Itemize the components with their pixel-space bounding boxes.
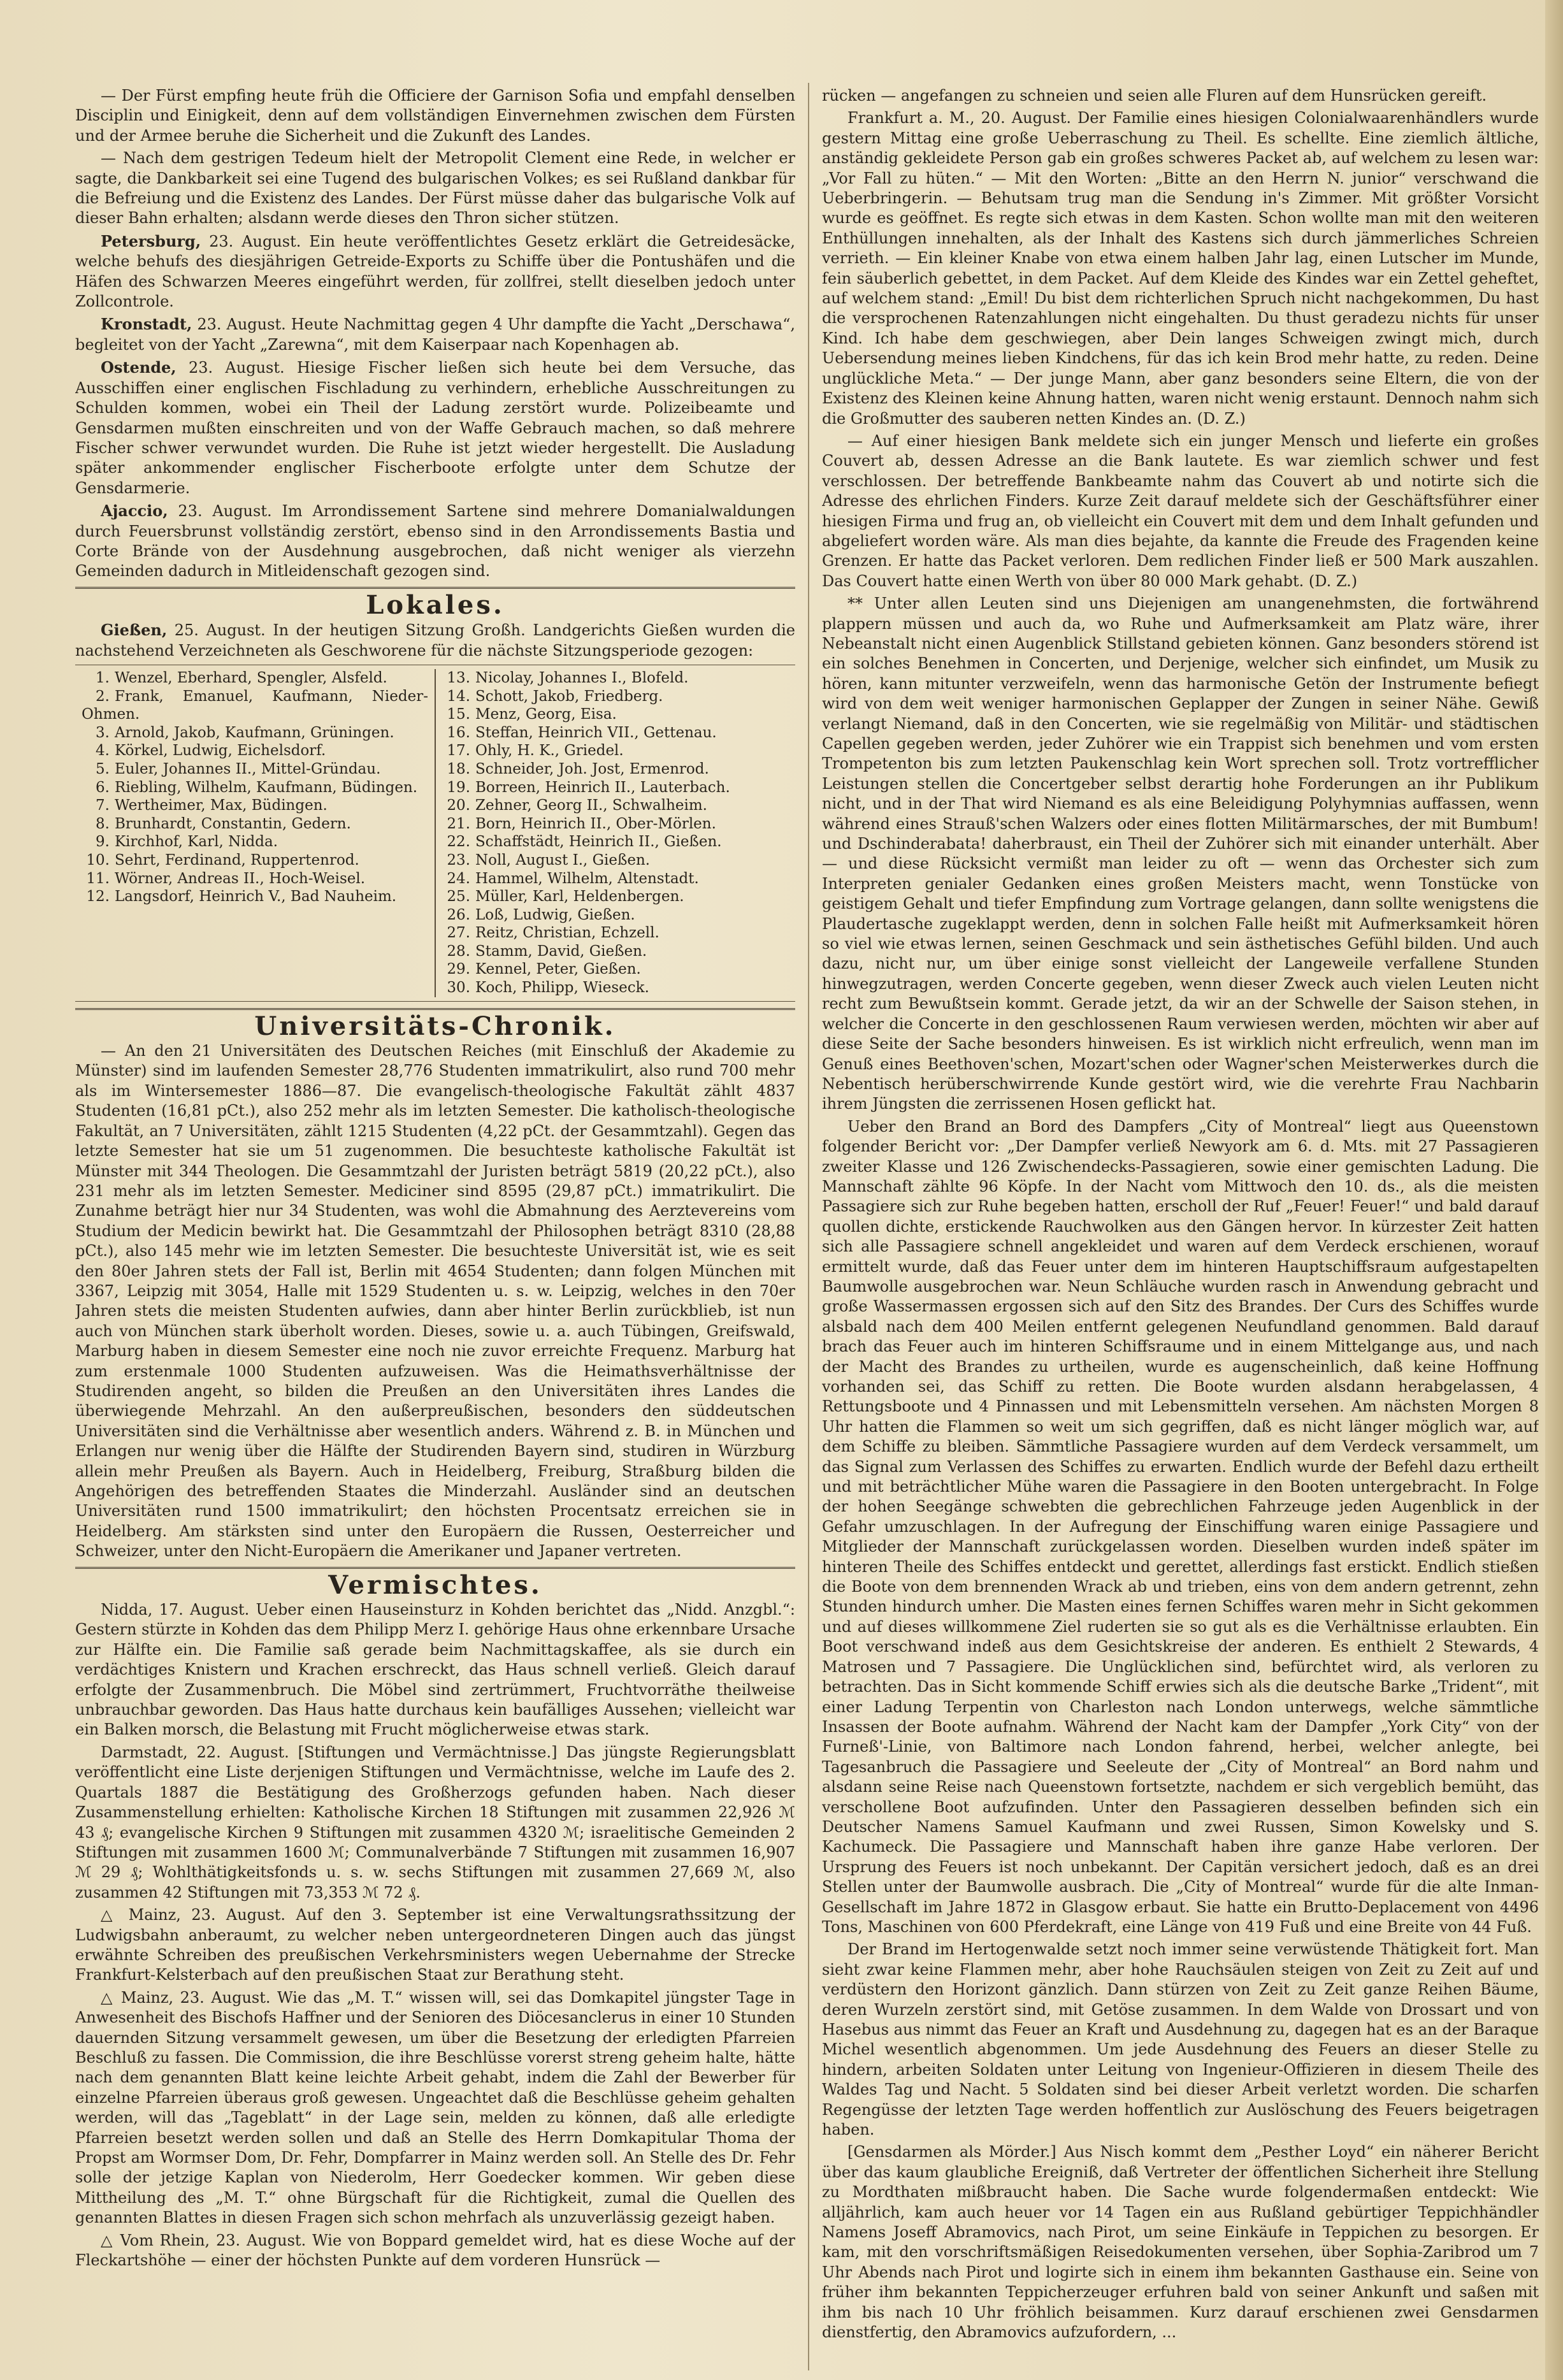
juror-number: 21. <box>447 815 470 832</box>
article-metropolit: — Nach dem gestrigen Tedeum hielt der Metropolit Clement eine Rede, in welcher er sagte, die Dankbarkeit sei eine Tugend des bulgarischen Volkes; es sei Rußland dankbar für die Befreiung und die Existenz des Landes. Der Fürst müsse daher das bulgarische Volk auf dieser Bahn erhalten; alsdann werde dieses den Thron sicher stützen. <box>75 149 795 227</box>
article-darmstadt: Darmstadt, 22. August. [Stiftungen und Vermächtnisse.] Das jüngste Regierungsblatt veröffentlicht eine Liste derjenigen Stiftungen und Vermächtnisse, welche im Laufe des 2. Quartals 1887 die Bestätigung des Großherzogs gefunden haben. Nach dieser Zusammenstellung erhielten: Katholische Kirchen 18 Stiftungen mit zusammen 22,926 ℳ 43 ₰; evangelische Kirchen 9 Stiftungen mit zusammen 4320 ℳ; israelitische Gemeinden 2 Stiftungen mit zusammen 1600 ℳ; Communalverbände 7 Stiftungen mit zusammen 16,907 ℳ 29 ₰; Wohlthätigkeitsfonds u. s. w. sechs Stiftungen mit zusammen 27,669 ℳ, also zusammen 42 Stiftungen mit 73,353 ℳ 72 ₰. <box>75 1743 795 1901</box>
juror-name: Kennel, Peter, Gießen. <box>475 961 641 978</box>
juror-number: 12. <box>86 888 110 905</box>
page-edge <box>1545 0 1563 2380</box>
juror-name: Zehner, Georg II., Schwalheim. <box>475 797 707 814</box>
juror-number: 8. <box>96 815 110 832</box>
article-text: 23. August. Hiesige Fischer ließen sich heute bei dem Versuche, das Ausschiffen einer englischen Fischladung zu verhindern, erhebliche Ausschreitungen zu Schulden kommen, wobei ein Theil der Ladung zerstört wurde. Polizeibeamte und Gensdarmen mußten einschreiten und von der Waffe Gebrauch machen, so daß mehrere Fischer schwer verwundet wurden. Die Ruhe ist jetzt wieder hergestellt. Die Ausladung später ankommender englischer Fischerboote erfolgte unter dem Schutze der Gensdarmerie. <box>75 359 795 497</box>
article-hertogenwald: Der Brand im Hertogenwalde setzt noch immer seine verwüstende Thätigkeit fort. Man sieht zwar keine Flammen mehr, aber hohe Rauchsäulen steigen von Zeit zu Zeit auf und verdüstern den Horizont gänzlich. Dann stürzen von Zeit zu Zeit ganze Reihen Bäume, deren Wurzeln zerstört sind, mit Getöse zusammen. In dem Walde von Drossart und von Hasebus aus nimmt das Feuer an Kraft und Ausdehnung zu, dagegen hat es an der Baraque Michel wesentlich abgenommen. Um jede Ausdehnung des Feuers an dieser Stelle zu hindern, arbeiten Soldaten unter Leitung von Ingenieur-Offizieren in diesem Theile des Waldes Tag und Nacht. 5 Soldaten sind bei dieser Arbeit verletzt worden. Die scharfen Regengüsse der letzten Tage werden hoffentlich zur Auslöschung des Feuers beigetragen haben. <box>822 1940 1539 2139</box>
juror-entry <box>442 705 789 724</box>
juror-name: Stamm, David, Gießen. <box>475 942 647 960</box>
juror-entry <box>82 833 428 851</box>
article-text: 23. August. Ein heute veröffentlichtes Gesetz erklärt die Getreidesäcke, welche behufs des diesjährigen Getreide-Exports zu Schiffe über die Pontushäfen und die Häfen des Schwarzen Meeres eingeführt werden, für zollfrei, stellt dieselben jedoch unter Zollcontrole. <box>75 232 795 311</box>
article-city-of-montreal: Ueber den Brand an Bord des Dampfers „City of Montreal“ liegt aus Queenstown folgender Bericht vor: „Der Dampfer verließ Newyork am 6. d. Mts. mit 27 Passagieren zweiter Klasse und 126 Zwischendecks-Passagieren, sowie einer gemischten Ladung. Die Mannschaft zählte 96 Köpfe. In der Nacht vom Mittwoch den 10. ds., als die meisten Passagiere sich zur Ruhe begeben hatten, erscholl der Ruf „Feuer! Feuer!“ und bald darauf quollen dichte, erstickende Rauchwolken aus den Gängen hervor. In kürzester Zeit hatten sich alle Passagiere schnell angekleidet und waren auf dem Verdeck erschienen, worauf ermittelt wurde, daß das Feuer unter dem im hinteren Hauptschiffsraum aufgestapelten Baumwolle ausgebrochen war. Neun Schläuche wurden rasch in Anwendung gebracht und große Wassermassen ergossen sich auf den Sitz des Brandes. Der Curs des Schiffes wurde alsbald nach dem 400 Meilen entfernt gelegenen Neufundland genommen. Bald darauf brach das Feuer auch im hinteren Schiffsraume und in einem Mittelgange aus, und nach der Macht des Brandes zu urtheilen, wurde es augenscheinlich, daß keine Hoffnung vorhanden sei, das Schiff zu retten. Die Boote wurden alsdann herabgelassen, 4 Rettungsboote und 4 Pinnassen und mit Lebensmitteln versehen. Am nächsten Morgen 8 Uhr hatten die Flammen so weit um sich gegriffen, daß es nicht länger möglich war, auf dem Schiffe zu bleiben. Sämmtliche Passagiere wurden auf dem Verdeck versammelt, um das Signal zum Verlassen des Schiffes zu erwarten. Endlich wurde der Befehl dazu ertheilt und mit beträchtlicher Mühe waren die Passagiere in den Booten untergebracht. In Folge der hohen Seegänge schwebten die gebrechlichen Fahrzeuge jeden Augenblick in der Gefahr umzuschlagen. In der Aufregung der Einschiffung waren einige Passagiere und Mitglieder der Mannschaft zurückgelassen worden. Dieselben wurden indeß später im hinteren Theile des Schiffes entdeckt und gerettet, allerdings fast erstickt. Endlich stießen die Boote von dem brennenden Wrack ab und trieben, eins von dem andern getrennt, zehn Stunden hindurch umher. Die Masten eines fernen Schiffes waren mehr in Sicht gekommen und auf dieses willkommene Ziel ruderten sie so gut als es die Verhältnisse erlaubten. Ein Boot verschwand indeß aus dem Gesichtskreise der anderen. Es enthielt 2 Stewards, 4 Matrosen und 7 Passagiere. Die Unglücklichen sind, befürchtet wird, als verloren zu betrachten. Das in Sicht kommende Schiff erwies sich als die deutsche Barke „Trident“, mit einer Ladung Terpentin von Charleston nach London unterwegs, welche sämmtliche Insassen der Boote aufnahm. Während der Nacht kam der Dampfer „York City“ von der Furneß'-Linie, von Baltimore nach London fahrend, herbei, welcher anlegte, bei Tagesanbruch die Passagiere und Seeleute der „City of Montreal“ an Bord nahm und alsdann seine Reise nach Queenstown fortsetzte, nachdem er sich vergeblich bemüht, das verschollene Boot aufzufinden. Unter den Passagieren desselben befinden sich ein Deutscher Namens Samuel Kaufmann und zwei Russen, Simon Kowelsky und S. Kachumeck. Die Passagiere und Mannschaft haben ihre ganze Habe verloren. Der Ursprung des Feuers ist noch unbekannt. Der Capitän versichert jedoch, daß es an drei Stellen unter der Baumwolle ausbrach. Die „City of Montreal“ wurde für die alte Inman-Gesellschaft im Jahre 1872 in Glasgow erbaut. Sie hatte ein Brutto-Deplacement von 4496 Tons, Maschinen von 600 Pferdekraft, eine Länge von 419 Fuß und eine Breite von 44 Fuß. <box>822 1117 1539 1936</box>
juror-entry <box>442 870 789 888</box>
juror-name: Wenzel, Eberhard, Spengler, Alsfeld. <box>115 669 387 686</box>
juror-entry <box>82 742 428 760</box>
juror-number: 9. <box>96 833 110 851</box>
juror-name: Wörner, Andreas II., Hoch-Weisel. <box>115 870 366 887</box>
juror-number: 24. <box>447 870 470 887</box>
juror-name: Noll, August I., Gießen. <box>475 851 651 869</box>
juror-entry <box>442 815 789 833</box>
article-ajaccio <box>75 501 795 582</box>
juror-number: 18. <box>447 760 470 777</box>
juror-entry <box>82 688 428 724</box>
juror-name: Langsdorf, Heinrich V., Bad Nauheim. <box>115 888 397 905</box>
juror-name: Ohly, H. K., Griedel. <box>475 742 624 760</box>
juror-name: Sehrt, Ferdinand, Ruppertenrod. <box>115 851 359 869</box>
juror-name: Körkel, Ludwig, Eichelsdorf. <box>115 742 326 760</box>
juror-entry <box>82 815 428 833</box>
article-text: 23. August. Im Arrondissement Sartene sind mehrere Domanialwaldungen durch Feuersbrunst vollständig zerstört, ebenso sind in den Arrondissements Bastia und Corte Brände von der Ausdehnung ausgebrochen, daß nicht weniger als vierzehn Gemeinden dadurch in Mitleidenschaft gezogen sind. <box>75 502 795 581</box>
juror-name: Menz, Georg, Eisa. <box>475 706 617 723</box>
article-text: 23. August. Heute Nachmittag gegen 4 Uhr dampfte die Yacht „Derschawa“, begleitet von der Yacht „Zarewna“, mit dem Kaiserpaar nach Kopenhagen ab. <box>75 315 795 354</box>
juror-number: 10. <box>86 851 110 869</box>
juror-entry <box>82 851 428 870</box>
juror-name: Born, Heinrich II., Ober-Mörlen. <box>475 815 716 832</box>
juror-number: 13. <box>447 669 470 686</box>
section-heading-vermischtes: Vermischtes. <box>328 1569 542 1600</box>
juror-number: 3. <box>96 724 110 741</box>
dateline: Gießen, <box>101 621 168 640</box>
dateline: Petersburg, <box>101 231 201 250</box>
dateline: Kronstadt, <box>101 315 192 334</box>
juror-name: Loß, Ludwig, Gießen. <box>475 906 635 923</box>
juror-entry <box>442 960 789 979</box>
right-column <box>822 86 1539 2367</box>
juror-name: Euler, Johannes II., Mittel-Gründau. <box>115 760 381 777</box>
section-heading-lokales: Lokales. <box>366 589 505 620</box>
juror-number: 17. <box>447 742 470 760</box>
juror-entry <box>82 797 428 815</box>
juror-number: 16. <box>447 724 470 741</box>
article-nidda: Nidda, 17. August. Ueber einen Hauseinsturz in Kohden berichtet das „Nidd. Anzgbl.“: Gestern stürzte in Kohden das dem Philipp Merz I. gehörige Haus ohne erkennbare Ursache zur Hälfte ein. Die Familie saß gerade beim Nachmittagskaffee, als sie durch ein verdächtiges Knistern und Krachen erschreckt, das Haus schnell verließ. Gleich darauf erfolgte der Zusammenbruch. Die Möbel sind zertrümmert, Fruchtvorräthe theilweise unbrauchbar geworden. Das Haus hatte durchaus kein baufälliges Aussehen; vielleicht war ein Balken morsch, die Belastung mit Frucht möglicherweise etwas stark. <box>75 1601 795 1739</box>
juror-number: 15. <box>447 706 470 723</box>
article-ostende <box>75 357 795 498</box>
juror-number: 20. <box>447 797 470 814</box>
juror-entry <box>442 851 789 870</box>
juror-number: 30. <box>447 979 470 997</box>
juror-number: 14. <box>447 688 470 705</box>
juror-name: Schott, Jakob, Friedberg. <box>475 688 663 705</box>
juror-list <box>75 665 795 1002</box>
left-column <box>75 86 795 2367</box>
juror-entry <box>82 669 428 688</box>
juror-entry <box>82 760 428 779</box>
article-universities: — An den 21 Universitäten des Deutschen Reiches (mit Einschluß der Akademie zu Münster) sind im laufenden Semester 28,776 Studenten immatrikulirt, also rund 700 mehr als im Wintersemester 1886—87. Die evangelisch-theologische Fakultät zählt 4837 Studenten (16,81 pCt.), also 252 mehr als im letzten Semester. Die katholisch-theologische Fakultät, an 7 Universitäten, zählt 1215 Studenten (4,22 pCt. der Gesammtzahl). Gegen das letzte Semester hat sie um 51 zugenommen. Die besuchteste katholische Fakultät ist Münster mit 344 Theologen. Die Gesammtzahl der Juristen beträgt 5819 (20,22 pCt.), also 231 mehr als im letzten Semester. Mediciner sind 8595 (29,87 pCt.) immatrikulirt. Die Zunahme beträgt hier nur 34 Studenten, was wohl die Abmahnung des Aerztevereins vom Studium der Medicin bewirkt hat. Die Gesammtzahl der Philosophen beträgt 8310 (28,88 pCt.), also 145 mehr wie im letzten Semester. Die besuchteste Universität ist, wie es seit den 80er Jahren stets der Fall ist, Berlin mit 4654 Studenten; dann folgen München mit 3367, Leipzig mit 3054, Halle mit 1529 Studenten u. s. w. Leipzig, welches in den 70er Jahren stets die meisten Studenten aufwies, dann aber hinter Berlin zurückblieb, ist nun auch von München stark überholt worden. Dieses, sowie u. a. auch Tübingen, Greifswald, Marburg haben in diesem Semester eine noch nie zuvor erreichte Frequenz. Marburg hat zum erstenmale 1000 Studenten aufzuweisen. Was die Heimathsverhältnisse der Studirenden angeht, so bilden die Preußen an den Universitäten ihres Landes die überwiegende Mehrzahl. An den außerpreußischen, besonders den süddeutschen Universitäten sind die Verhältnisse aber wesentlich anders. Während z. B. in München und Erlangen nur wenig über die Hälfte der Studirenden Bayern sind, studiren in Würzburg allein mehr Preußen als Bayern. Auch in Heidelberg, Freiburg, Straßburg bilden die Angehörigen des betreffenden Staates die Minderzahl. Ausländer sind an deutschen Universitäten rund 1500 immatrikulirt; den höchsten Procentsatz erreichen sie in Heidelberg. Am stärksten sind unter den Europäern die Russen, Oesterreicher und Schweizer, unter den Nicht-Europäern die Amerikaner und Japaner vertreten. <box>75 1042 795 1561</box>
juror-number: 5. <box>96 760 110 777</box>
juror-name: Borreen, Heinrich II., Lauterbach. <box>475 779 730 796</box>
juror-number: 2. <box>96 688 110 705</box>
juror-number: 29. <box>447 961 470 978</box>
article-sofia-officers: — Der Fürst empfing heute früh die Officiere der Garnison Sofia und empfahl denselben Disciplin und Einigkeit, denn auf dem vollständigen Einvernehmen zwischen dem Fürsten und der Armee beruhe die Sicherheit und die Zukunft des Landes. <box>75 87 795 145</box>
article-text: 25. August. In der heutigen Sitzung Großh. Landgerichts Gießen wurden die nachstehend Verzeichneten als Geschworene für die nächste Sitzungsperiode gezogen: <box>75 621 795 660</box>
juror-name: Wertheimer, Max, Büdingen. <box>115 797 328 814</box>
column-divider <box>808 83 809 2370</box>
juror-entry <box>442 742 789 760</box>
juror-name: Kirchhof, Karl, Nidda. <box>115 833 278 851</box>
juror-entry <box>442 779 789 797</box>
juror-number: 27. <box>447 925 470 942</box>
juror-number: 23. <box>447 851 470 869</box>
juror-name: Steffan, Heinrich VII., Gettenau. <box>475 724 717 741</box>
article-mainz-ludwigsbahn: △ Mainz, 23. August. Auf den 3. September ist eine Verwaltungsrathssitzung der Ludwigsbahn anberaumt, zu welcher neben untergeordneteren Dingen auch das jüngst erwähnte Schreiben des preußischen Verkehrsministers wegen Uebernahme der Strecke Frankfurt-Kelsterbach auf den preußischen Staat zur Berathung steht. <box>75 1906 795 1984</box>
juror-number: 26. <box>447 906 470 923</box>
article-kronstadt <box>75 314 795 355</box>
juror-number: 7. <box>96 797 110 814</box>
section-rule <box>75 587 795 589</box>
juror-entry <box>442 924 789 942</box>
juror-name: Frank, Emanuel, Kaufmann, Nieder-Ohmen. <box>82 688 428 723</box>
juror-name: Nicolay, Johannes I., Blofeld. <box>475 669 689 686</box>
juror-number: 4. <box>96 742 110 760</box>
juror-entry <box>442 688 789 706</box>
juror-entry <box>442 833 789 851</box>
juror-name: Schaffstädt, Heinrich II., Gießen. <box>475 833 722 851</box>
dateline: Ajaccio, <box>101 501 168 521</box>
juror-number: 6. <box>96 779 110 796</box>
dateline: Ostende, <box>101 358 176 377</box>
juror-entry <box>82 870 428 888</box>
juror-name: Hammel, Wilhelm, Altenstadt. <box>475 870 699 887</box>
article-mainz-domkapitel: △ Mainz, 23. August. Wie das „M. T.“ wissen will, sei das Domkapitel jüngster Tage in Anwesenheit des Bischofs Haffner und der Senioren des Diöcesanclerus in einer 10 Stunden dauernden Sitzung versammelt gewesen, um über die Besetzung der erledigten Pfarreien Beschluß zu fassen. Die Commission, die ihre Beschlüsse vorerst streng geheim halte, hätte nach dem genannten Blatt keine leichte Arbeit gehabt, indem die Zahl der Bewerber für einzelne Pfarreien überaus groß gewesen. Ungeachtet daß die Beschlüsse geheim gehalten werden, will das „Tageblatt“ in der Lage sein, melden zu können, daß alle erledigte Pfarreien besetzt werden sollen und daß an Stelle des Herrn Domkapitular Thoma der Propst am Wormser Dom, Dr. Fehr, Dompfarrer in Mainz werden soll. An Stelle des Dr. Fehr solle der jetzige Kaplan von Niederolm, Herr Goedecker kommen. Wir geben diese Mittheilung des „M. T.“ ohne Bürgschaft für die Richtigkeit, zumal die Quellen des genannten Blattes in diesen Fragen sich schon mehrfach als unzuverlässig gezeigt haben. <box>75 1988 795 2227</box>
section-rule <box>75 1567 795 1569</box>
juror-number: 22. <box>447 833 470 851</box>
juror-entry <box>442 942 789 961</box>
juror-entry <box>82 779 428 797</box>
juror-entry <box>442 797 789 815</box>
article-frankfurt-packet: Frankfurt a. M., 20. August. Der Familie eines hiesigen Colonialwaarenhändlers wurde gestern Mittag eine große Ueberraschung zu Theil. Es schellte. Eine ziemlich ältliche, anständig gekleidete Person gab ein großes schweres Packet ab, auf welchem zu lesen war: „Vor Fall zu hüten.“ — Mit den Worten: „Bitte an den Herrn N. junior“ verschwand die Ueberbringerin. — Behutsam trug man die Sendung in's Zimmer. Mit größter Vorsicht wurde es geöffnet. Es regte sich etwas in dem Kasten. Schon wollte man mit den weiteren Enthüllungen innehalten, als der Inhalt des Kastens sich durch jämmerliches Schreien verrieth. — Ein kleiner Knabe von etwa einem halben Jahr lag, einen Lutscher im Munde, fein säuberlich gebettet, in dem Packet. Auf dem Kleide des Kindes war ein Zettel geheftet, auf welchem stand: „Emil! Du bist dem richterlichen Spruch nicht nachgekommen, Du hast die versprochenen Ratenzahlungen nicht eingehalten. Du thust geradezu nichts für unser Kind. Ich habe dem geschwiegen, aber Dein langes Schweigen zwingt mich, durch Uebersendung meines lieben Kindchens, für das ich kein Brod mehr hatte, zu reden. Deine unglückliche Meta.“ — Der junge Mann, aber ganz besonders seine Eltern, die von der Existenz des Kleinen keine Ahnung hatten, waren nicht wenig erstaunt. Dennoch nahm sich die Großmutter des sauberen netten Kindes an. (D. Z.) <box>822 109 1539 428</box>
juror-name: Arnold, Jakob, Kaufmann, Grüningen. <box>115 724 394 741</box>
juror-entry <box>82 888 428 906</box>
juror-number: 11. <box>86 870 110 887</box>
section-heading-universitaets-chronik: Universitäts-Chronik. <box>254 1011 616 1041</box>
section-rule <box>75 1008 795 1010</box>
juror-name: Koch, Philipp, Wieseck. <box>475 979 649 997</box>
juror-name: Schneider, Joh. Jost, Ermenrod. <box>475 760 709 777</box>
juror-number: 19. <box>447 779 470 796</box>
juror-number: 25. <box>447 888 470 905</box>
juror-list-left <box>75 669 435 997</box>
article-petersburg <box>75 231 795 312</box>
juror-entry <box>442 669 789 688</box>
juror-name: Brunhardt, Constantin, Gedern. <box>115 815 351 832</box>
juror-entry <box>442 888 789 906</box>
juror-name: Riebling, Wilhelm, Kaufmann, Büdingen. <box>115 779 418 796</box>
juror-entry <box>442 906 789 925</box>
juror-number: 28. <box>447 942 470 960</box>
article-bank-couvert: — Auf einer hiesigen Bank meldete sich ein junger Mensch und lieferte ein großes Couvert ab, dessen Adresse an die Bank lautete. Es war ziemlich schwer und fest verschlossen. Der betreffende Bankbeamte nahm das Couvert ab und notirte sich die Adresse des ehrlichen Finders. Kurze Zeit darauf meldete sich der Geschäftsführer einer hiesigen Firma und frug an, ob vielleicht ein Couvert mit dem und dem Inhalt gefunden und abgeliefert worden wäre. Als man dies bejahte, da kannte die Freude des Fragenden keine Grenzen. Er hatte das Packet verloren. Dem redlichen Finder ließ er 500 Mark auszahlen. Das Couvert hatte einen Werth von über 80 000 Mark gehabt. (D. Z.) <box>822 431 1539 590</box>
juror-list-right <box>435 669 795 997</box>
juror-entry <box>82 724 428 742</box>
juror-entry <box>442 724 789 742</box>
juror-number: 1. <box>96 669 110 686</box>
juror-name: Reitz, Christian, Echzell. <box>475 925 659 942</box>
article-gensdarmen-moerder: [Gensdarmen als Mörder.] Aus Nisch kommt dem „Pesther Loyd“ ein näherer Bericht über das kaum glaubliche Ereigniß, daß Vertreter der öffentlichen Sicherheit ihre Stellung zu Mordthaten mißbraucht haben. Die Sache wurde folgendermaßen entdeckt: Wie alljährlich, kam auch heuer vor 14 Tagen ein aus Rußland gebürtiger Teppichhändler Namens Joseff Abramovics, nach Pirot, um seine Einkäufe in Teppichen zu besorgen. Er kam, mit den vorschriftsmäßigen Reisedokumenten versehen, über Sophia-Zaribrod um 7 Uhr Abends nach Pirot und logirte sich in einem ihm bekannten Gasthause ein. Seine von früher ihm bekannten Teppicherzeuger erfuhren bald von seiner Ankunft und saßen mit ihm bis nach 10 Uhr fröhlich beisammen. Kurz darauf erschienen zwei Gensdarmen dienstfertig, den Abramovics aufzufordern, ... <box>822 2143 1539 2342</box>
article-hunsrueck-continued: rücken — angefangen zu schneien und seien alle Fluren auf dem Hunsrücken gereift. <box>822 87 1487 105</box>
article-vom-rhein: △ Vom Rhein, 23. August. Wie von Boppard gemeldet wird, hat es diese Woche auf der Fleckartshöhe — einer der höchsten Punkte auf dem vorderen Hunsrück — <box>75 2231 795 2270</box>
juror-name: Müller, Karl, Heldenbergen. <box>475 888 684 905</box>
juror-entry <box>442 979 789 997</box>
article-concert-plapper: ** Unter allen Leuten sind uns Diejenigen am unangenehmsten, die fortwährend plappern müssen und auch da, wo Ruhe und Aufmerksamkeit am Platz wäre, ihrer Nebeanstalt nicht einen Augenblick Stillstand gebieten können. Ganz besonders störend ist ein solches Benehmen in Concerten, und Derjenige, welcher sich einfindet, um Musik zu hören, kann mitunter verzweifeln, wenn das harmonische Getön der Instrumente befiegt wird von dem weit weniger harmonischen Geplapper der Zungen in seiner Nähe. Gewiß verlangt Niemand, daß in den Concerten, wie sie regelmäßig von Militär- und städtischen Capellen gegeben werden, jeder Zuhörer wie ein Trappist sich benehmen und vom ersten Trompetenton bis zum letzten Paukenschlag kein Wort sprechen soll. Trotz vortrefflicher Leistungen stellen die Concertgeber selbst derartig hohe Forderungen an ihr Publikum nicht, und in der That wird Niemand es als eine Beleidigung Polyhymnias auffassen, wenn während eines Strauß'schen Walzers oder eines flotten Militärmarsches, der mit Bumbum! und Dschinderabata! daherbraust, ein Theil der Zuhörer sich mit einander unterhält. Aber — und diese Rücksicht vermißt man leider zu oft — wenn das Orchester sich zum Interpreten genialer Gedanken eines großen Meisters macht, wenn Tonstücke von geistigem Gehalt und tiefer Empfindung zum Vortrage gelangen, dann sollte wenigstens die Plaudertasche zugeklappt werden, denn in solchen Falle heißt mit Aufmerksamkeit hören so viel wie etwas lernen, seinen Geschmack und sein ästhetisches Gefühl bilden. Und auch dazu, nicht nur, um über einige sonst vielleicht der Langeweile verfallene Stunden hinwegzutragen, werden Concerte gegeben, wenn dieser Zweck auch vielen Leuten nicht recht zum Bewußtsein kommt. Gerade jetzt, da wir an der Schwelle der Saison stehen, in welcher die Concerte in den geschlossenen Raum verwiesen werden, möchten wir aber auf diese Seite der Sache besonders hinweisen. Es ist wirklich nicht erfreulich, wenn man im Genuß eines Beethoven'schen, Mozart'schen oder Wagner'schen Meisterwerkes durch die Nebentisch herüberschwirrende Kunde gestört wird, wie die verehrte Frau Nachbarin ihrem Jüngsten die zerrissenen Hosen geflickt hat. <box>822 595 1539 1113</box>
article-giessen <box>75 620 795 661</box>
juror-entry <box>442 760 789 779</box>
